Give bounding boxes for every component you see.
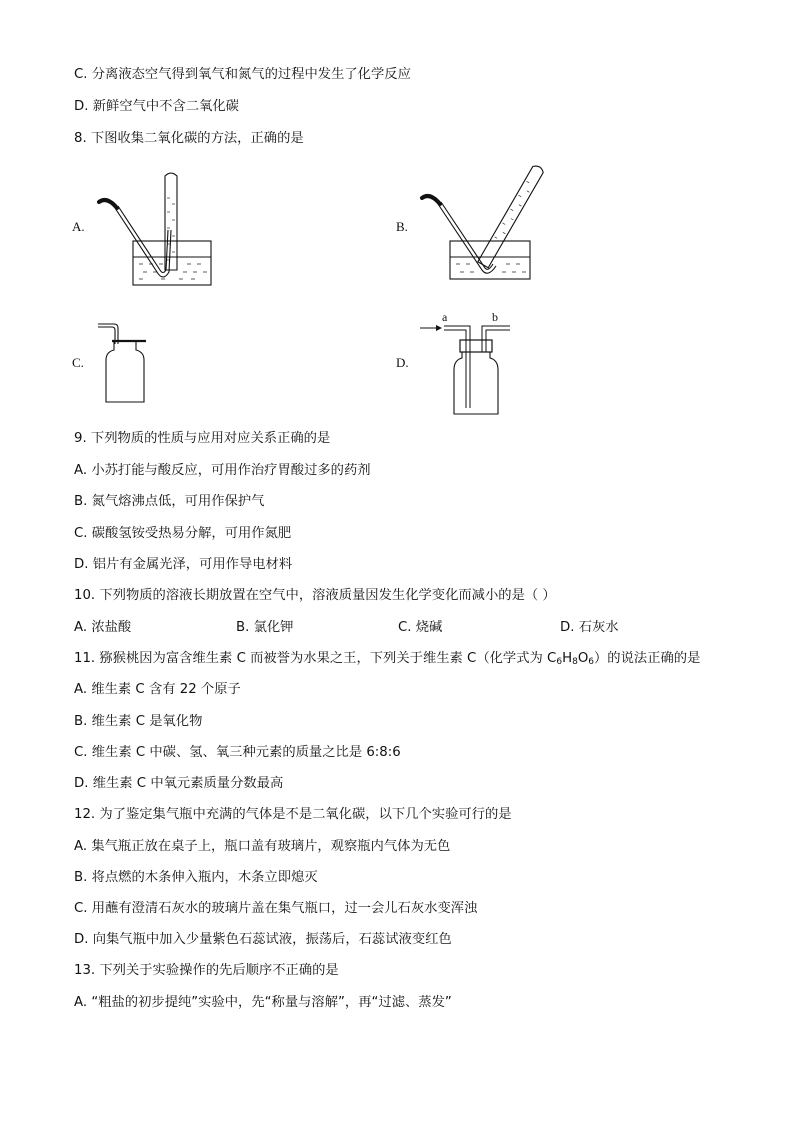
q11-option-b: B. 维生素 C 是氧化物 — [74, 714, 203, 729]
q12-option-c: C. 用蘸有澄清石灰水的玻璃片盖在集气瓶口，过一会儿石灰水变浑浊 — [74, 901, 478, 916]
q7-option-d: D. 新鲜空气中不含二氧化碳 — [74, 99, 239, 114]
q10-option-b: B. 氯化钾 — [236, 620, 294, 635]
port-a-label: a — [442, 310, 448, 324]
q9-option-d: D. 铝片有金属光泽，可用作导电材料 — [74, 557, 293, 572]
figure-c-apparatus — [92, 318, 162, 408]
q8-stem: 8. 下图收集二氧化碳的方法，正确的是 — [74, 131, 304, 146]
q10-option-c: C. 烧碱 — [398, 620, 443, 635]
q10-stem: 10. 下列物质的溶液长期放置在空气中，溶液质量因发生化学变化而减小的是（ ） — [74, 588, 556, 603]
q11-stem: 11. 猕猴桃因为富含维生素 C 而被誉为水果之王，下列关于维生素 C（化学式为 $C_6H_8O_6$）的说法正确的是 — [74, 651, 701, 667]
q9-option-b: B. 氮气熔沸点低，可用作保护气 — [74, 494, 265, 509]
figure-d-label: D. — [396, 355, 409, 370]
q7-option-c: C. 分离液态空气得到氧气和氮气的过程中发生了化学反应 — [74, 67, 411, 82]
q11-option-a: A. 维生素 C 含有 22 个原子 — [74, 682, 241, 697]
q11-option-c: C. 维生素 C 中碳、氢、氧三种元素的质量之比是 6:8:6 — [74, 745, 401, 760]
figure-a-apparatus — [95, 168, 225, 293]
q13-option-a: A. “粗盐的初步提纯”实验中，先“称量与溶解”，再“过滤、蒸发” — [74, 995, 452, 1010]
figure-c-label: C. — [72, 355, 84, 370]
figure-b-label: B. — [396, 219, 408, 234]
q12-option-a: A. 集气瓶正放在桌子上，瓶口盖有玻璃片，观察瓶内气体为无色 — [74, 839, 451, 854]
q9-stem: 9. 下列物质的性质与应用对应关系正确的是 — [74, 431, 331, 446]
q12-option-b: B. 将点燃的木条伸入瓶内，木条立即熄灭 — [74, 870, 318, 885]
q12-stem: 12. 为了鉴定集气瓶中充满的气体是不是二氧化碳，以下几个实验可行的是 — [74, 807, 512, 822]
port-b-label: b — [492, 310, 498, 324]
q13-stem: 13. 下列关于实验操作的先后顺序不正确的是 — [74, 963, 339, 978]
q11-option-d: D. 维生素 C 中氧元素质量分数最高 — [74, 776, 284, 791]
q9-option-c: C. 碳酸氢铵受热易分解，可用作氮肥 — [74, 526, 292, 541]
q10-option-a: A. 浓盐酸 — [74, 620, 132, 635]
figure-b-apparatus — [418, 168, 548, 293]
figure-a-label: A. — [72, 219, 85, 234]
figure-d-apparatus — [418, 318, 518, 418]
q9-option-a: A. 小苏打能与酸反应，可用作治疗胃酸过多的药剂 — [74, 463, 371, 478]
q10-option-d: D. 石灰水 — [560, 620, 619, 635]
q12-option-d: D. 向集气瓶中加入少量紫色石蕊试液，振荡后，石蕊试液变红色 — [74, 932, 452, 947]
